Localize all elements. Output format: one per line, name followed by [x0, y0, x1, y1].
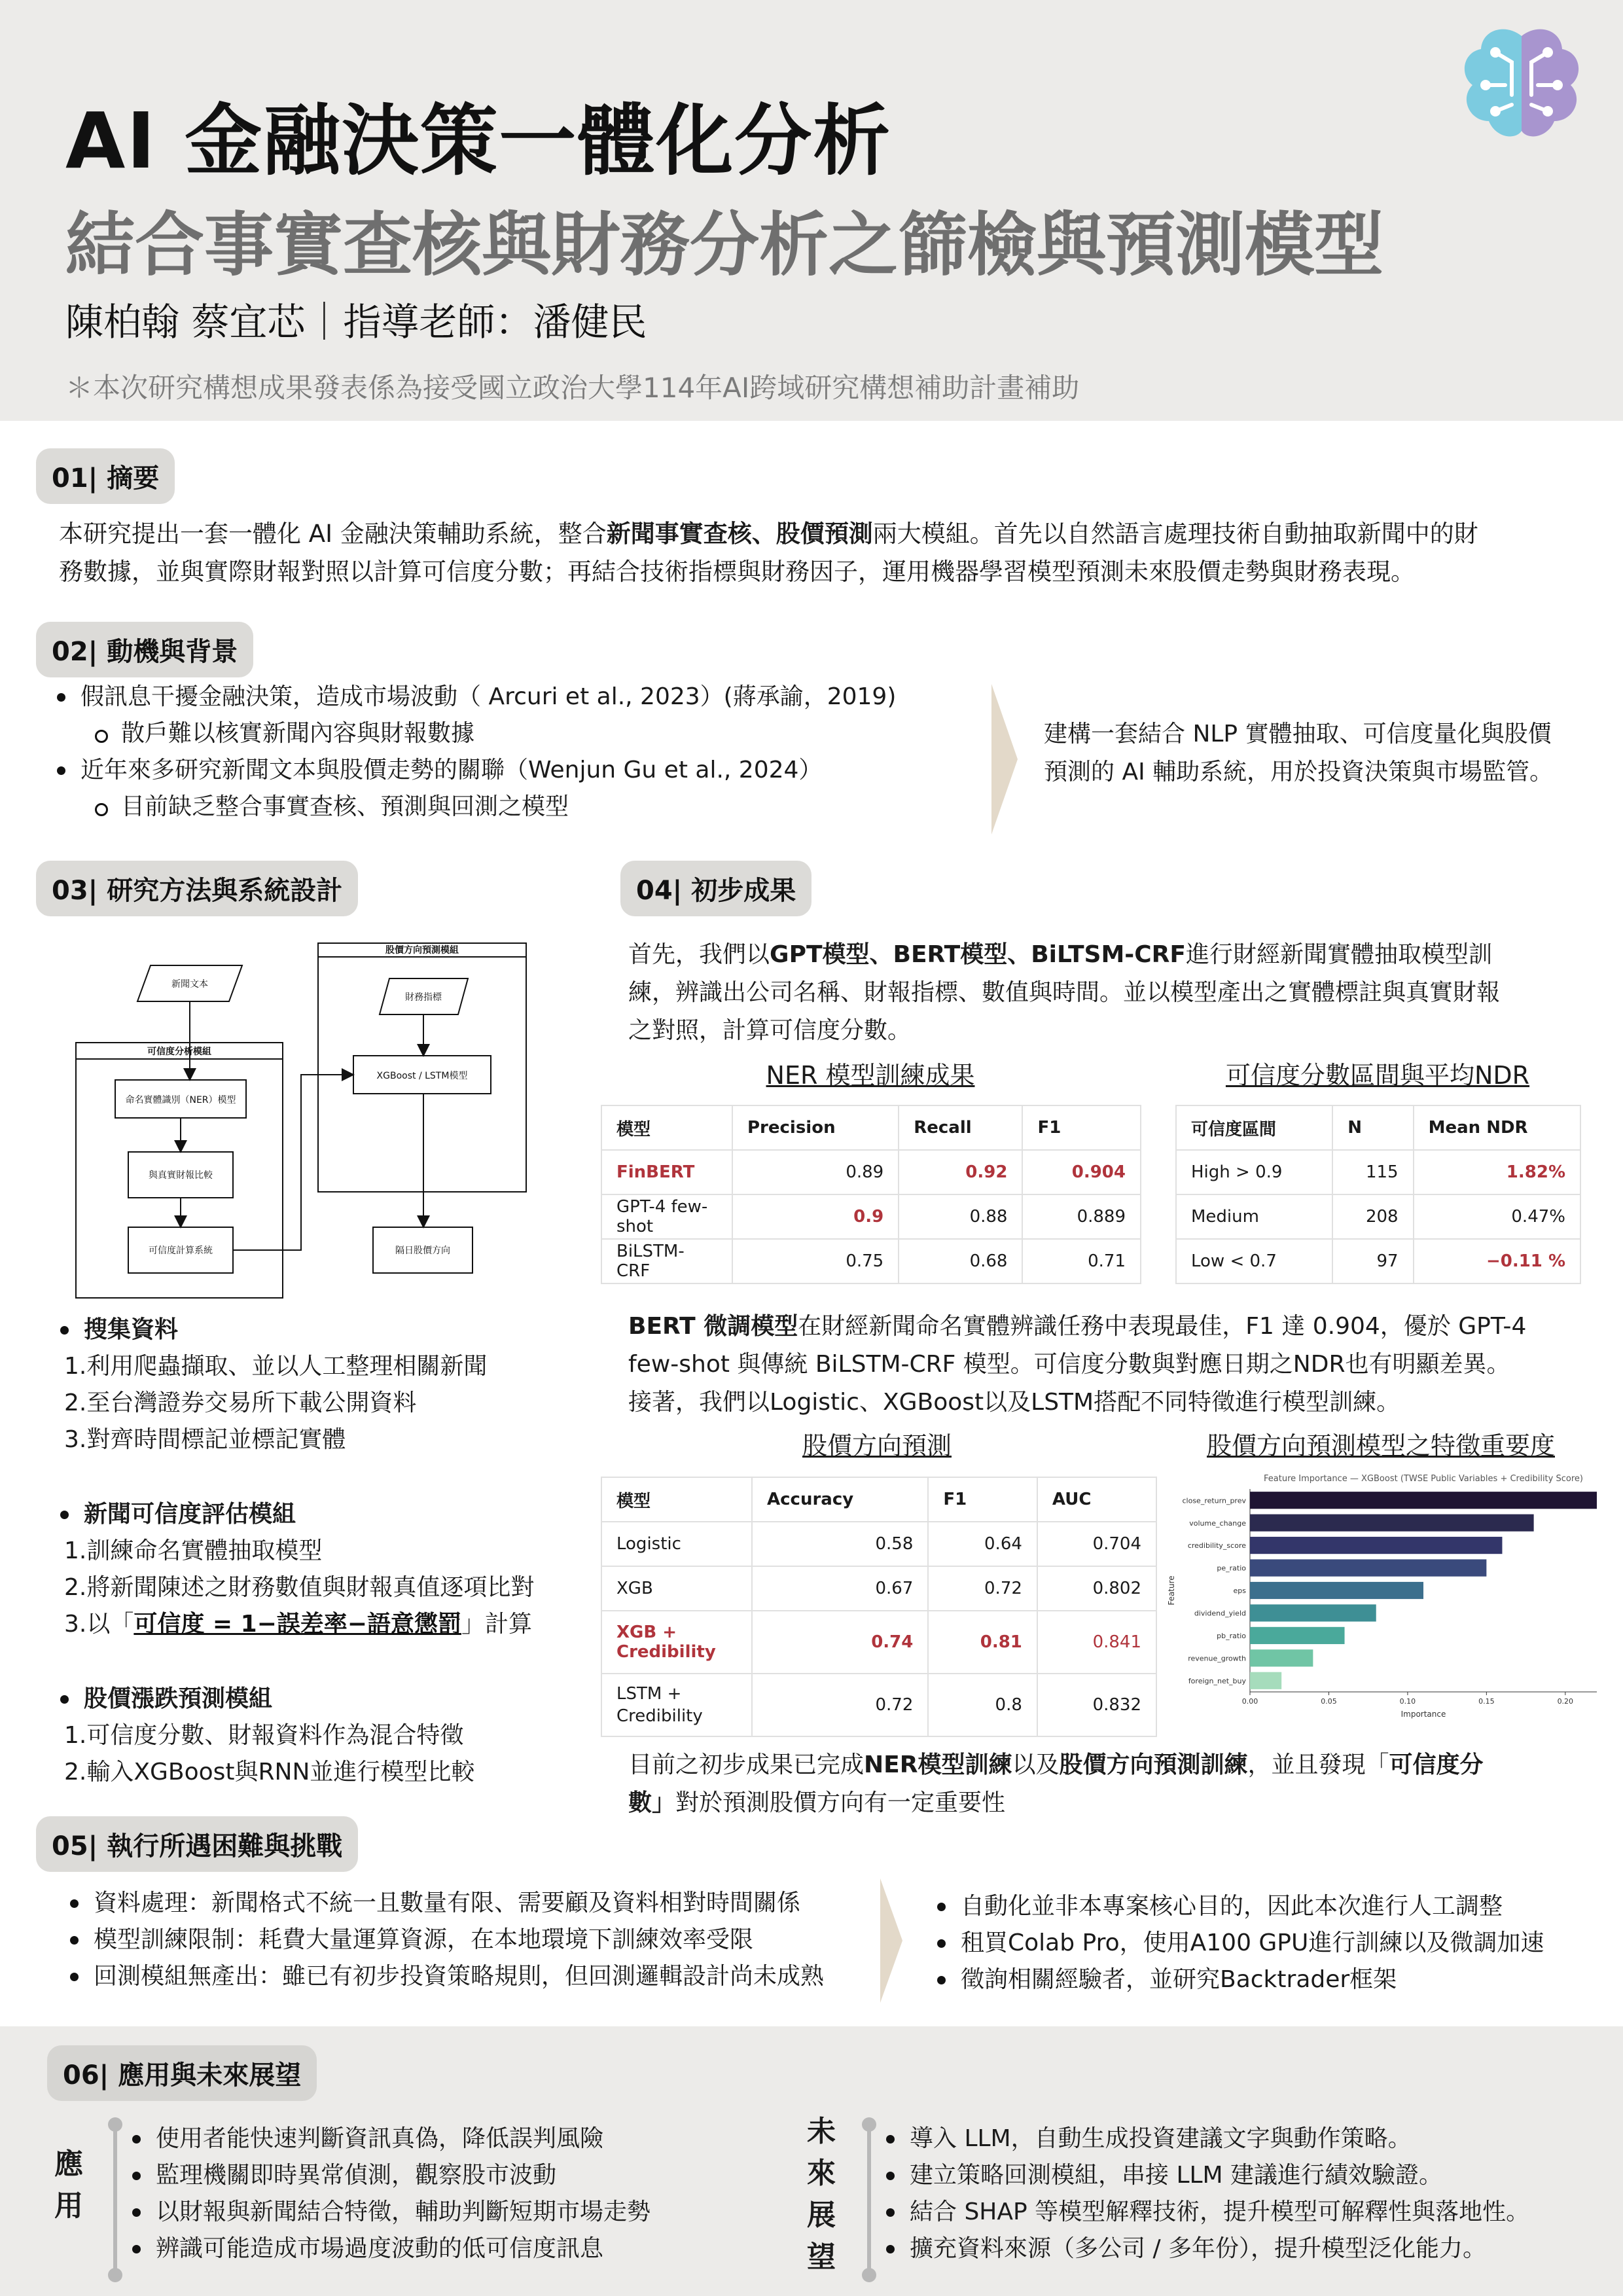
- arrow-chevron: [880, 1878, 902, 2003]
- bar: [1250, 1537, 1502, 1554]
- diagram-label: 與真實財報比較: [149, 1170, 213, 1181]
- table-header: F1: [1022, 1105, 1141, 1150]
- x-tick-label: 0.20: [1557, 1697, 1574, 1706]
- diagram-label: 隔日股價方向: [395, 1246, 450, 1256]
- list-item: 2.輸入XGBoost與RNN並進行模型比較: [64, 1759, 475, 1785]
- bar: [1250, 1582, 1423, 1599]
- app-list: [124, 2121, 651, 2267]
- list-item: 近年來多研究新聞文本與股價走勢的關聯（Wenjun Gu et al., 2024）: [49, 752, 896, 789]
- table-row: Low < 0.7 97 −0.11 %: [1176, 1239, 1580, 1283]
- cred-table: [1175, 1105, 1581, 1284]
- list-item: 3.對齊時間標記並標記實體: [64, 1426, 346, 1453]
- bar: [1250, 1627, 1345, 1644]
- section-03-heading: 03| 研究方法與系統設計: [36, 861, 358, 916]
- method-group-3: [52, 1681, 272, 1717]
- fi-chart-title: 股價方向預測模型之特徵重要度: [1206, 1431, 1555, 1460]
- list-item: 自動化並非本專案核心目的，因此本次進行人工調整: [929, 1888, 1544, 1925]
- y-tick-label: pb_ratio: [1217, 1632, 1246, 1641]
- diagram-label: 財務指標: [405, 992, 442, 1003]
- section-01-heading: 01| 摘要: [36, 448, 175, 504]
- method-group-1: [52, 1312, 178, 1348]
- authors: 陳柏翰 蔡宜芯｜指導老師：潘健民: [65, 300, 647, 344]
- y-axis-label: Feature: [1167, 1575, 1176, 1605]
- table-header: 模型: [601, 1477, 752, 1522]
- list-item: 辨識可能造成市場過度波動的低可信度訊息: [124, 2231, 651, 2267]
- group-title: 新聞可信度評估模組: [52, 1496, 296, 1533]
- list-item: 監理機關即時異常偵測，觀察股市波動: [124, 2157, 651, 2194]
- method-list-1: [64, 1348, 487, 1458]
- x-tick-label: 0.00: [1241, 1697, 1258, 1706]
- group-title: 股價漲跌預測模組: [52, 1681, 272, 1717]
- bar: [1250, 1559, 1486, 1576]
- method-group-2: [52, 1496, 296, 1533]
- future-label: 未 來 展 望: [807, 2115, 836, 2274]
- table-row: Logistic 0.58 0.64 0.704: [601, 1522, 1156, 1566]
- challenges-list: [62, 1885, 824, 1995]
- results-mid-text: BERT 微調模型在財經新聞命名實體辨識任務中表現最佳，F1 達 0.904，優於 GPT-4 few-shot 與傳統 BiLSTM-CRF 模型。可信度分數與對應日期之NDR也有明顯差異。 接著，我們以Logistic、XGBoost以及LSTM搭配不同特徵進行模型訓練。: [628, 1313, 1527, 1416]
- table-row: XGB + Credibility 0.74 0.81 0.841: [601, 1611, 1156, 1674]
- section-02-heading: 02| 動機與背景: [36, 622, 253, 677]
- section-04-heading: 04| 初步成果: [620, 861, 812, 916]
- motivation-list: [49, 679, 896, 825]
- chart-title: Feature Importance — XGBoost (TWSE Public Variables + Credibility Score): [1264, 1474, 1583, 1484]
- section-05-heading: 05| 執行所遇困難與挑戰: [36, 1816, 358, 1872]
- table-row: GPT-4 few-shot 0.9 0.88 0.889: [601, 1194, 1141, 1239]
- bar: [1250, 1515, 1534, 1532]
- stock-module-box: [318, 943, 526, 1192]
- diagram-label: 新聞文本: [171, 979, 208, 990]
- pred-table: [601, 1477, 1157, 1737]
- timeline-line: [113, 2127, 117, 2274]
- list-item: 2.將新聞陳述之財務數值與財報真值逐項比對: [64, 1574, 535, 1601]
- y-tick-label: credibility_score: [1187, 1541, 1246, 1551]
- table-row: BiLSTM-CRF 0.75 0.68 0.71: [601, 1239, 1141, 1283]
- y-tick-label: pe_ratio: [1217, 1564, 1246, 1573]
- table-header: N: [1332, 1105, 1413, 1150]
- brain-logo-icon: [1456, 23, 1587, 147]
- diagram-label: 命名實體識別（NER）模型: [125, 1095, 236, 1105]
- app-label: 應 用: [54, 2147, 83, 2223]
- group-title: 搜集資料: [52, 1312, 178, 1348]
- goal-text: 建構一套結合 NLP 實體抽取、可信度量化與股價 預測的 AI 輔助系統，用於投資決策與市場監管。: [1044, 721, 1554, 785]
- diagram-label: 可信度分析模組: [147, 1047, 211, 1057]
- y-tick-label: foreign_net_buy: [1188, 1676, 1246, 1685]
- list-item: 回測模組無產出：雖已有初步投資策略規則，但回測邏輯設計尚未成熟: [62, 1958, 824, 1995]
- table-row: Medium 208 0.47%: [1176, 1194, 1580, 1239]
- list-item: 1.訓練命名實體抽取模型: [64, 1537, 323, 1564]
- section-06-heading: 06| 應用與未來展望: [47, 2045, 317, 2101]
- poster-subtitle: 結合事實查核與財務分析之篩檢與預測模型: [65, 205, 1383, 285]
- bar: [1250, 1649, 1313, 1666]
- list-item: 導入 LLM，自動生成投資建議文字與動作策略。: [878, 2121, 1529, 2157]
- x-tick-label: 0.15: [1478, 1697, 1495, 1706]
- table-row: LSTM + Credibility 0.72 0.8 0.832: [601, 1674, 1156, 1736]
- system-diagram: [72, 939, 530, 1302]
- list-item: 擴充資料來源（多公司 / 多年份），提升模型泛化能力。: [878, 2231, 1529, 2267]
- list-item: 2.至台灣證券交易所下載公開資料: [64, 1390, 417, 1416]
- diagram-label: XGBoost / LSTM模型: [376, 1071, 468, 1081]
- ner-table-title: NER 模型訓練成果: [766, 1061, 975, 1090]
- bar: [1250, 1604, 1376, 1621]
- solutions-list: [929, 1888, 1544, 1998]
- pred-table-title: 股價方向預測: [802, 1431, 952, 1460]
- abstract-text: 本研究提出一套一體化 AI 金融決策輔助系統，整合新聞事實查核、股價預測兩大模組。首先以自然語言處理技術自動抽取新聞中的財 務數據，並與實際財報對照以計算可信度分數；再結合技術指標與財務因子，運用機器學習模型預測未來股價走勢與財務表現。: [59, 520, 1478, 586]
- table-header: AUC: [1037, 1477, 1156, 1522]
- ner-table: [601, 1105, 1141, 1284]
- list-item: 1.可信度分數、財報資料作為混合特徵: [64, 1722, 464, 1749]
- timeline-dot: [108, 2268, 122, 2282]
- table-header: F1: [928, 1477, 1037, 1522]
- results-intro: 首先，我們以GPT模型、BERT模型、BiLTSM-CRF進行財經新聞實體抽取模型訓 練，辨識出公司名稱、財報指標、數值與時間。並以模型產出之實體標註與真實財報 之對照，計算可信度分數。: [628, 941, 1501, 1044]
- table-header: Mean NDR: [1414, 1105, 1580, 1150]
- y-tick-label: close_return_prev: [1182, 1496, 1246, 1505]
- cred-table-title: 可信度分數區間與平均NDR: [1225, 1061, 1530, 1090]
- list-item: 建立策略回測模組，串接 LLM 建議進行績效驗證。: [878, 2157, 1529, 2194]
- diagram-label: 可信度計算系統: [149, 1246, 213, 1256]
- table-header: Precision: [732, 1105, 899, 1150]
- feature-importance-chart: [1165, 1469, 1610, 1725]
- future-list: [878, 2121, 1529, 2267]
- x-tick-label: 0.05: [1321, 1697, 1337, 1706]
- list-item: 資料處理：新聞格式不統一且數量有限、需要顧及資料相對時間關係: [62, 1885, 824, 1922]
- method-list-3: [64, 1717, 474, 1791]
- list-item: 使用者能快速判斷資訊真偽，降低誤判風險: [124, 2121, 651, 2157]
- arrow-chevron: [991, 684, 1018, 834]
- list-item: 徵詢相關經驗者，並研究Backtrader框架: [929, 1962, 1544, 1998]
- table-header: Recall: [899, 1105, 1022, 1150]
- timeline-dot: [862, 2268, 876, 2282]
- diagram-label: 股價方向預測模組: [385, 945, 459, 956]
- list-item: 散戶難以核實新聞內容與財報數據: [49, 715, 896, 752]
- list-item: 假訊息干擾金融決策，造成市場波動（ Arcuri et al., 2023）(蔣承諭，2019): [49, 679, 896, 715]
- method-list-2: [64, 1533, 534, 1643]
- poster-title: AI 金融決策一體化分析: [65, 96, 892, 186]
- table-row: High > 0.9 115 1.82%: [1176, 1150, 1580, 1194]
- y-tick-label: eps: [1233, 1587, 1246, 1596]
- table-row: XGB 0.67 0.72 0.802: [601, 1566, 1156, 1611]
- list-item: 目前缺乏整合事實查核、預測與回測之模型: [49, 789, 896, 825]
- y-tick-label: dividend_yield: [1194, 1609, 1246, 1618]
- list-item: 模型訓練限制：耗費大量運算資源，在本地環境下訓練效率受限: [62, 1922, 824, 1958]
- list-item: 以財報與新聞結合特徵，輔助判斷短期市場走勢: [124, 2194, 651, 2231]
- list-item: 租買Colab Pro，使用A100 GPU進行訓練以及微調加速: [929, 1925, 1544, 1962]
- results-summary: 目前之初步成果已完成NER模型訓練以及股價方向預測訓練，並且發現「可信度分 數」對於預測股價方向有一定重要性: [628, 1751, 1484, 1816]
- list-item: 結合 SHAP 等模型解釋技術，提升模型可解釋性與落地性。: [878, 2194, 1529, 2231]
- y-tick-label: revenue_growth: [1188, 1654, 1246, 1663]
- x-axis-label: Importance: [1400, 1710, 1446, 1719]
- table-header: 模型: [601, 1105, 732, 1150]
- list-item: 1.利用爬蟲擷取、並以人工整理相關新聞: [64, 1353, 488, 1380]
- list-item: 3.以「可信度 = 1−誤差率−語意懲罰」計算: [64, 1611, 532, 1638]
- table-header: 可信度區間: [1176, 1105, 1332, 1150]
- x-tick-label: 0.10: [1399, 1697, 1416, 1706]
- timeline-line: [867, 2127, 871, 2274]
- table-header: Accuracy: [752, 1477, 928, 1522]
- table-row: FinBERT 0.89 0.92 0.904: [601, 1150, 1141, 1194]
- y-tick-label: volume_change: [1189, 1518, 1246, 1528]
- bar: [1250, 1492, 1597, 1509]
- funding-note: ＊本次研究構想成果發表係為接受國立政治大學114年AI跨域研究構想補助計畫補助: [65, 372, 1080, 404]
- bar: [1250, 1672, 1281, 1689]
